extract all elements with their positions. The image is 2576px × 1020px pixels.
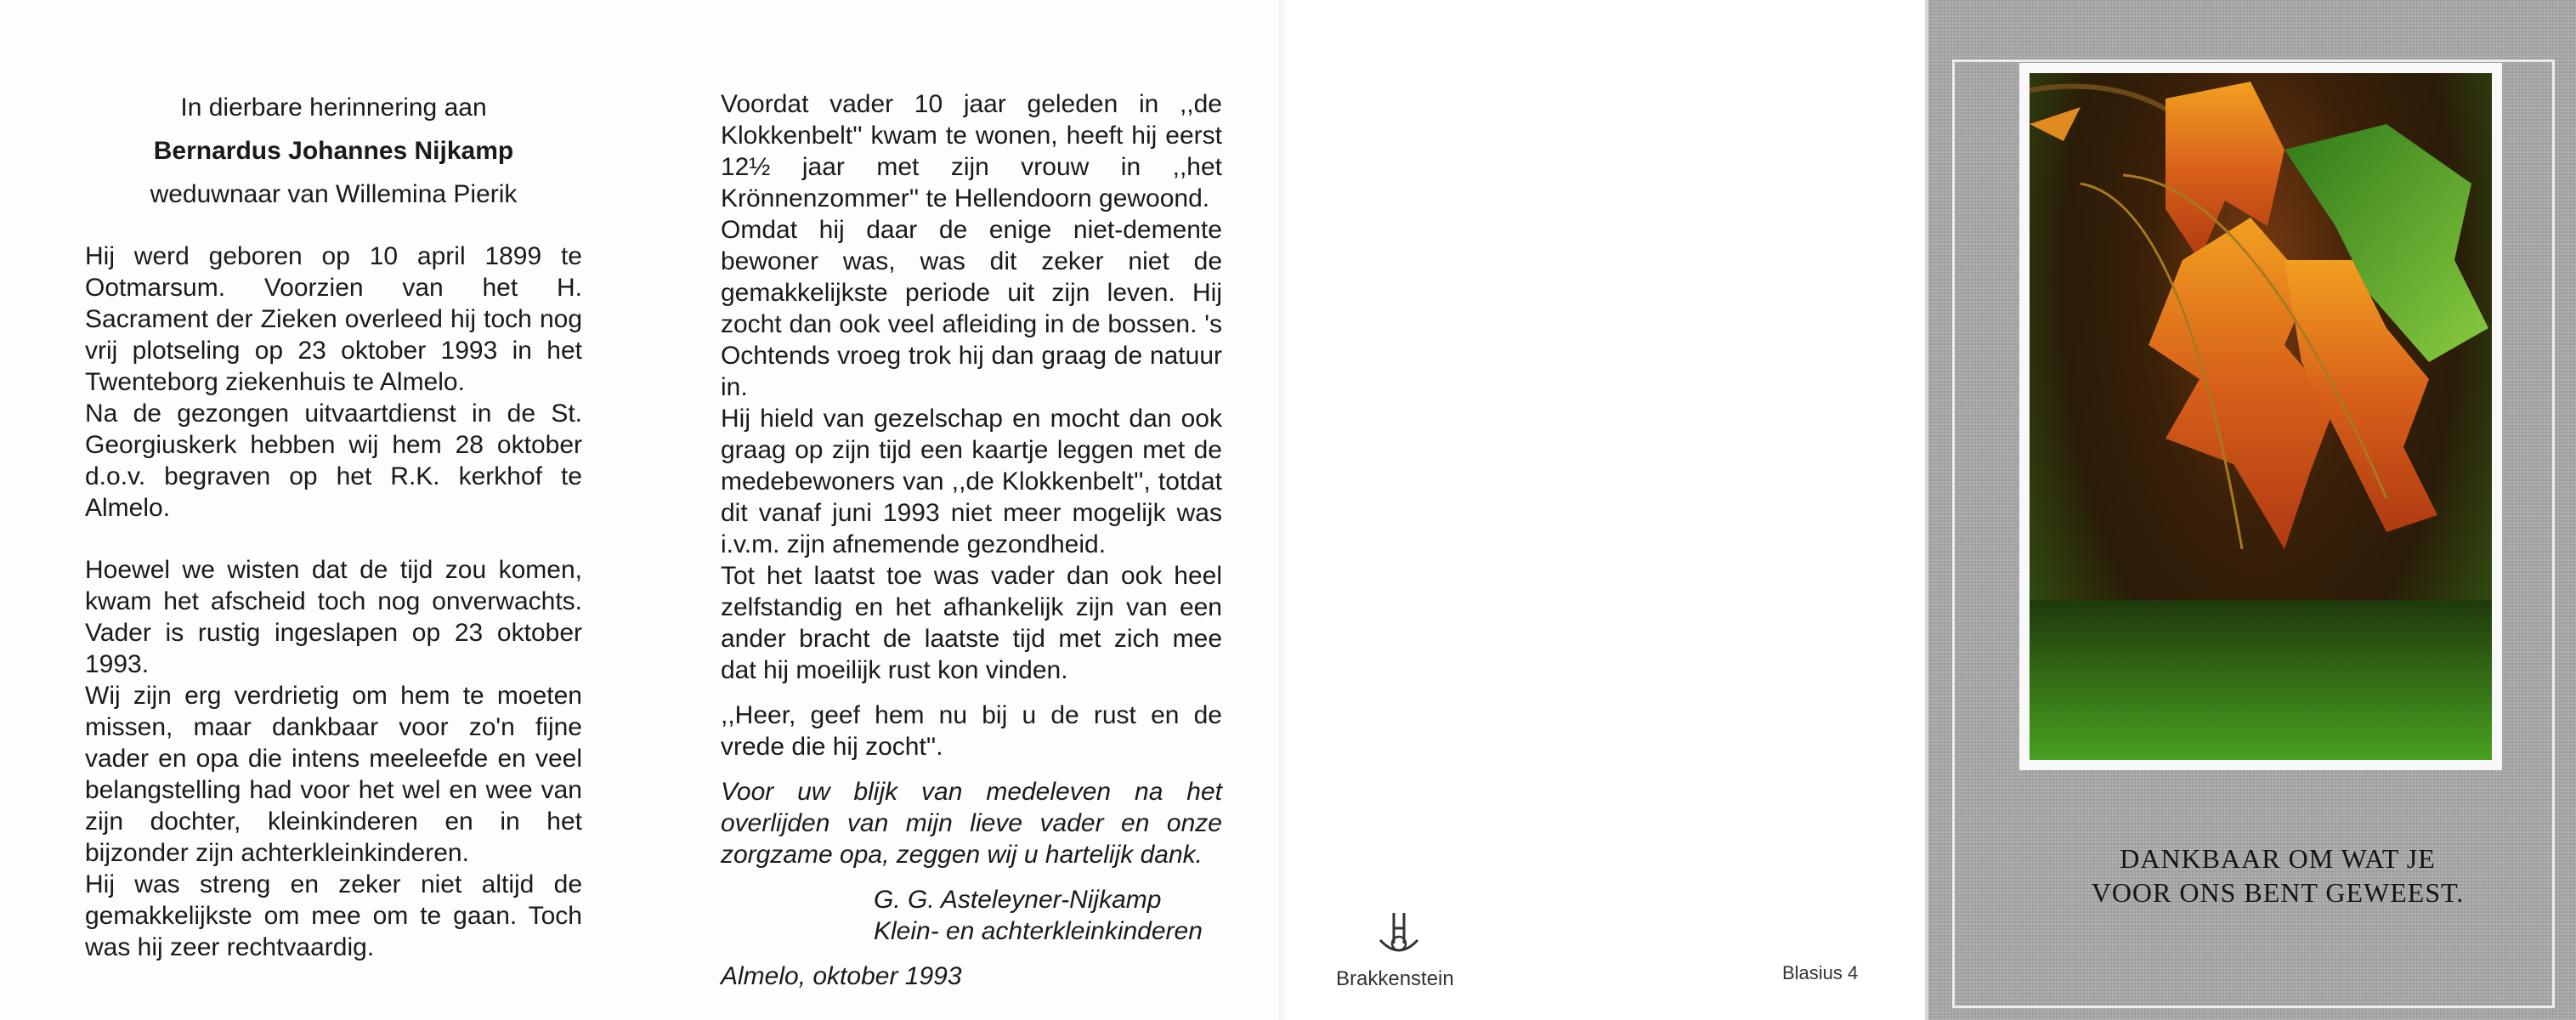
gratitude-paragraph: Wij zijn erg verdrietig om hem te moeten missen, maar dankbaar voor zo'n fijne vader en opa die intens meeleefde en veel belangstelling had voor het wel en wee van zijn dochter, kleinkinderen en in het bijzonder zijn achterkleinkinderen.	[85, 682, 582, 867]
page-fold	[1279, 0, 1288, 1020]
signature-family: Klein- en achterkleinkinderen	[874, 917, 1203, 945]
character-paragraph: Hij was streng en zeker niet altijd de gemakkelijkste om mee om te gaan. Toch was hij zeer rechtvaardig.	[85, 870, 582, 961]
place-date: Almelo, oktober 1993	[721, 962, 962, 990]
left-text-column	[85, 92, 582, 963]
cover-slogan	[1980, 842, 2575, 910]
publisher-name: Brakkenstein	[1336, 967, 1454, 990]
autumn-oak-leaves-photo	[2030, 73, 2492, 760]
right-text-column	[721, 88, 1222, 992]
birth-death-paragraph: Hij werd geboren op 10 april 1899 te Ootmarsum. Voorzien van het H. Sacrament der Zieken overleed hij toch nog vrij plotseling op 23 oktober 1993 in het Twenteborg ziekenhuis te Almelo.	[85, 242, 582, 396]
signature-name: G. G. Asteleyner-Nijkamp	[874, 886, 1162, 914]
deceased-name: Bernardus Johannes Nijkamp	[153, 137, 514, 165]
slogan-line-2: VOOR ONS BENT GEWEEST.	[2091, 877, 2465, 908]
brakkenstein-logo-icon	[1375, 910, 1423, 960]
intro-line: In dierbare herinnering aan	[180, 94, 487, 122]
farewell-paragraph: Hoewel we wisten dat de tijd zou komen, kwam het afscheid toch nog onverwachts. Vader is rustig ingeslapen op 23 oktober 1993.	[85, 556, 582, 678]
independence-paragraph: Tot het laatst toe was vader dan ook heel zelfstandig en het afhankelijk zijn van een ander bracht de laatste tijd met zich mee dat hij moeilijk rust kon vinden.	[721, 562, 1222, 684]
prayer-text: ,,Heer, geef hem nu bij u de rust en de vrede die hij zocht''.	[721, 701, 1222, 761]
funeral-paragraph: Na de gezongen uitvaartdienst in de St. Georgiuskerk hebben wij hem 28 oktober d.o.v. begraven op het R.K. kerkhof te Almelo.	[85, 400, 582, 522]
period-paragraph: Omdat hij daar de enige niet-demente bewoner was, was dit zeker niet de gemakkelijkste periode uit zijn leven. Hij zocht dan ook veel afleiding in de bossen. 's Ochtends vroeg trok hij dan graag de natuur in.	[721, 216, 1222, 401]
thanks-text: Voor uw blijk van medeleven na het overlijden van mijn lieve vader en onze zorgzame opa, zeggen wij u hartelijk dank.	[721, 778, 1222, 869]
company-paragraph: Hij hield van gezelschap en mocht dan ook graag op zijn tijd een kaartje leggen met de medebewoners van ,,de Klokkenbelt'', totdat dit vanaf juni 1993 niet meer mogelijk was i.v.m. zijn afnemende gezondheid.	[721, 405, 1222, 558]
slogan-line-1: DANKBAAR OM WAT JE	[2120, 843, 2436, 874]
product-code: Blasius 4	[1782, 962, 1859, 983]
residence-paragraph: Voordat vader 10 jaar geleden in ,,de Klokkenbelt'' kwam te wonen, heeft hij eerst 12½ jaar met zijn vrouw in ,,het Krönnenzommer'' te Hellendoorn gewoond.	[721, 90, 1222, 212]
relation-line: weduwnaar van Willemina Pierik	[150, 180, 518, 208]
back-page	[1288, 0, 1925, 1020]
photo-frame	[2019, 63, 2502, 770]
